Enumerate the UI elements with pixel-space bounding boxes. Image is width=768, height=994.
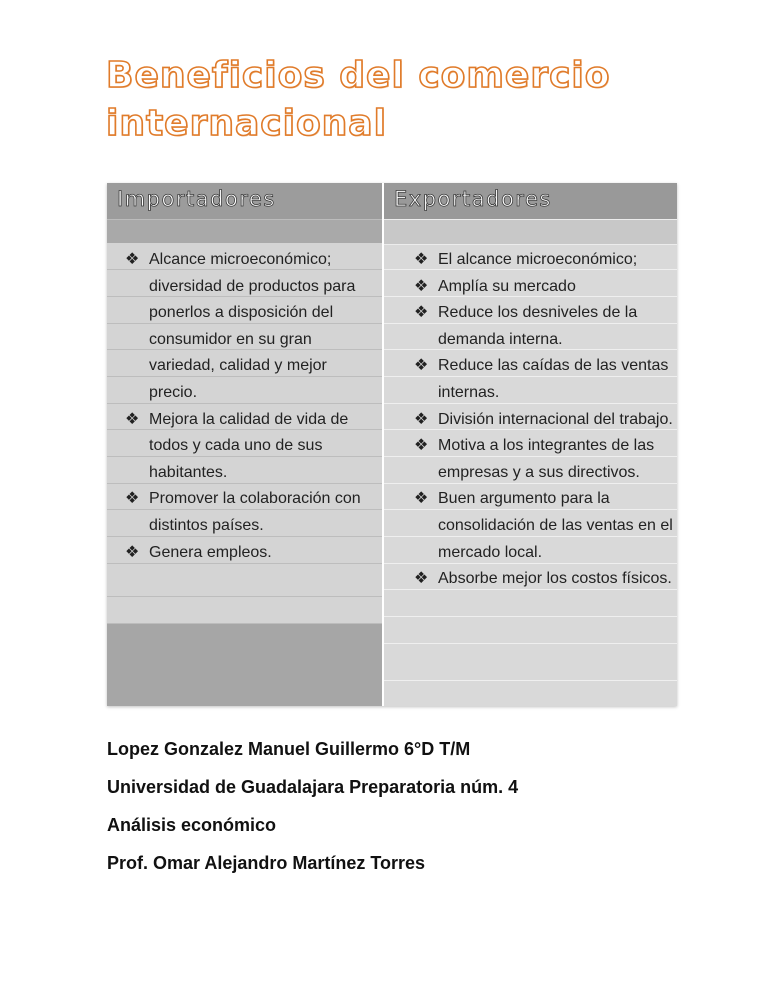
diamond-bullet-icon: ❖ <box>414 437 429 455</box>
list-item: ❖ Genera empleos. <box>125 540 377 567</box>
author-name: Lopez Gonzalez Manuel Guillermo 6°D T/M <box>107 739 471 759</box>
importadores-list <box>125 247 377 566</box>
exportadores-header: Exportadores <box>394 187 552 211</box>
diamond-bullet-icon: ❖ <box>414 570 429 588</box>
author-info <box>107 735 707 887</box>
list-item: ❖ Reduce los desniveles de la demanda interna. <box>414 300 676 353</box>
list-item: ❖ División internacional del trabajo. <box>414 407 676 434</box>
list-item: ❖ Amplía su mercado <box>414 274 676 301</box>
list-item: ❖ Buen argumento para la consolidación de las ventas en el mercado local. <box>414 486 676 566</box>
professor: Prof. Omar Alejandro Martínez Torres <box>107 853 426 873</box>
diamond-bullet-icon: ❖ <box>125 251 140 268</box>
importadores-header: Importadores <box>117 187 276 211</box>
importadores-column <box>107 183 382 706</box>
diamond-bullet-icon: ❖ <box>414 410 429 428</box>
diamond-bullet-icon: ❖ <box>414 251 429 268</box>
list-item: ❖ Alcance microeconómico; diversidad de productos para ponerlos a disposición del consumidor en su gran variedad, calidad y mejor precio. <box>125 247 377 407</box>
diamond-bullet-icon: ❖ <box>414 277 429 295</box>
list-item: ❖ Promover la colaboración con distintos países. <box>125 486 377 539</box>
diamond-bullet-icon: ❖ <box>125 543 140 561</box>
document-title: Beneficios del comercio internacional <box>106 55 611 144</box>
diamond-bullet-icon: ❖ <box>414 490 429 508</box>
exportadores-column <box>382 183 677 706</box>
list-item: ❖ Absorbe mejor los costos físicos. <box>414 566 676 593</box>
subject: Análisis económico <box>107 815 277 835</box>
institution: Universidad de Guadalajara Preparatoria núm. 4 <box>107 777 519 797</box>
list-item: ❖ Motiva a los integrantes de las empresas y a sus directivos. <box>414 433 676 486</box>
diamond-bullet-icon: ❖ <box>125 410 140 428</box>
list-item: ❖ El alcance microeconómico; <box>414 247 676 274</box>
diamond-bullet-icon: ❖ <box>125 490 140 508</box>
diamond-bullet-icon: ❖ <box>414 304 429 322</box>
list-item: ❖ Reduce las caídas de las ventas internas. <box>414 353 676 406</box>
diamond-bullet-icon: ❖ <box>414 357 429 375</box>
exportadores-list <box>414 247 676 593</box>
benefits-table <box>107 183 677 706</box>
list-item: ❖ Mejora la calidad de vida de todos y cada uno de sus habitantes. <box>125 407 377 487</box>
